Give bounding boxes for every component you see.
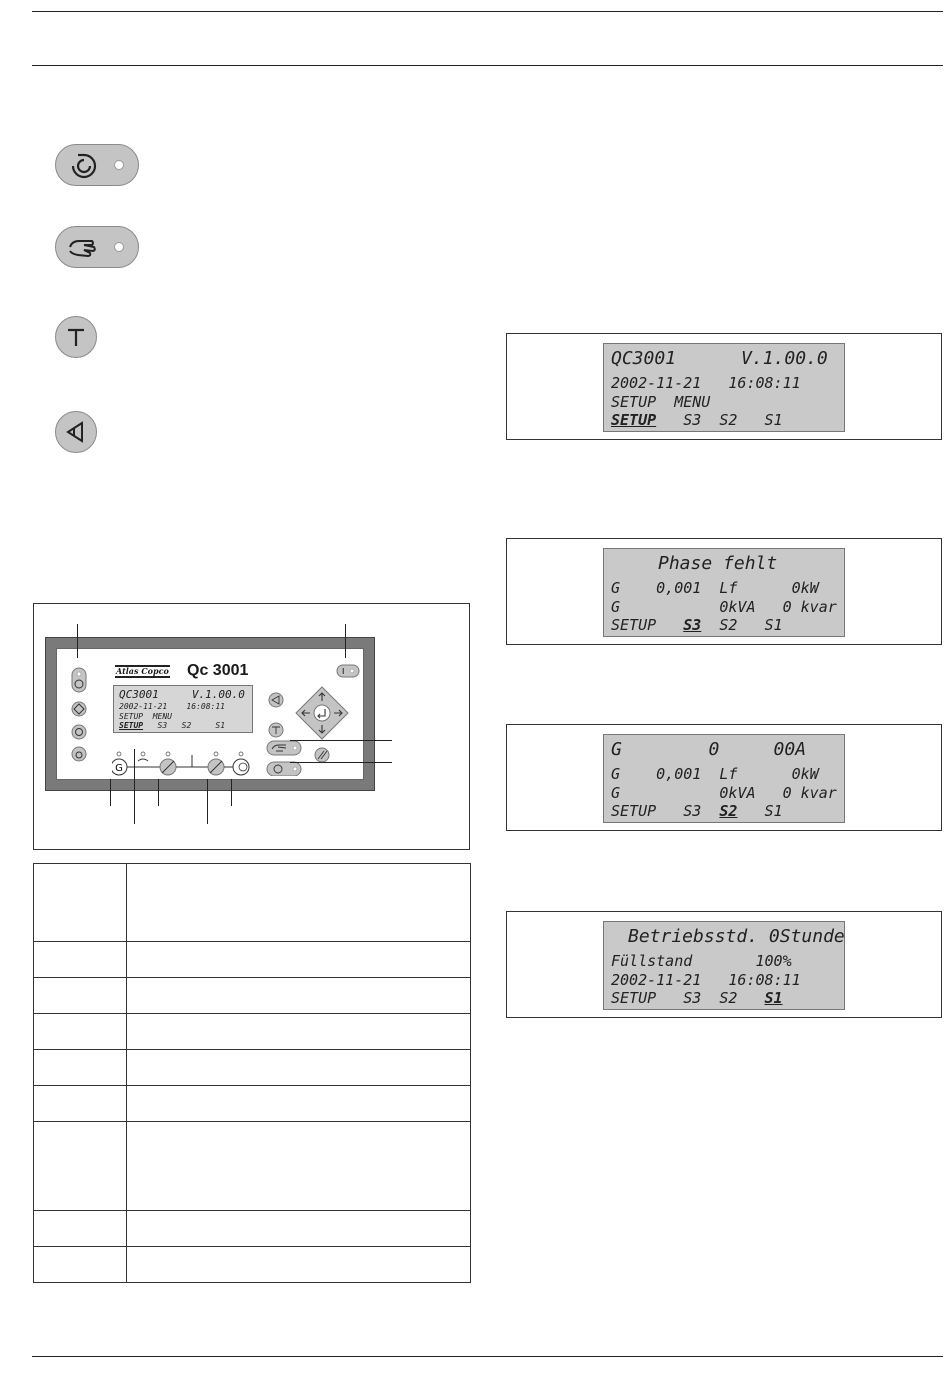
lcd-tab: S1 [215, 721, 226, 730]
table-cell [127, 1122, 471, 1211]
lcd-tab: S3 [683, 411, 702, 429]
lcd-tab: S3 [683, 616, 702, 634]
lcd-line: SETUP MENU [611, 393, 711, 411]
footer-rule [32, 1356, 943, 1357]
lcd-line: Betriebsstd. 0Stunde [628, 926, 845, 947]
table-cell [127, 1014, 471, 1050]
manual-mode-led [114, 242, 124, 252]
table-cell [127, 1247, 471, 1283]
top-rule [32, 11, 943, 12]
lcd-tab: S1 [764, 989, 783, 1007]
lcd-screen-setup-frame [506, 333, 942, 440]
table-row [34, 1247, 471, 1283]
controller-diagram [33, 603, 470, 850]
manual-mode-icon [66, 233, 102, 263]
lcd-screen-s3 [603, 548, 845, 637]
lcd-tab: S3 [683, 989, 702, 1007]
lcd-line: G 0 00A [611, 739, 807, 760]
lcd-tab: S2 [719, 802, 738, 820]
table-row [34, 1122, 471, 1211]
table-cell [34, 1014, 127, 1050]
table-cell [34, 978, 127, 1014]
lcd-line: G 0,001 Lf 0kW [611, 579, 819, 597]
lcd-tab: S1 [764, 411, 783, 429]
table-cell [34, 1211, 127, 1247]
lcd-tab-row [119, 721, 225, 730]
lcd-line: 2002-11-21 16:08:11 [611, 971, 801, 989]
navigation-keypad [262, 661, 362, 776]
lcd-line: Phase fehlt [658, 553, 778, 574]
table-cell [127, 978, 471, 1014]
lcd-line: G 0kVA 0 kvar [611, 784, 837, 802]
table-cell [34, 864, 127, 942]
lcd-tab: SETUP [611, 616, 657, 634]
svg-text:G: G [115, 763, 123, 774]
callout-line [158, 779, 159, 806]
lcd-screen-s2-frame [506, 724, 942, 831]
lcd-tab: S2 [181, 721, 192, 730]
test-button[interactable] [55, 316, 97, 358]
table-row [34, 942, 471, 978]
table-cell [34, 1122, 127, 1211]
table-row [34, 978, 471, 1014]
lcd-tab: SETUP [611, 989, 657, 1007]
table-cell [34, 1086, 127, 1122]
lcd-tab: SETUP [611, 802, 657, 820]
lcd-tab: S3 [683, 802, 702, 820]
table-cell [34, 1247, 127, 1283]
lcd-screen-setup [603, 343, 845, 432]
callout-line [290, 740, 392, 741]
lcd-tab: S2 [719, 411, 738, 429]
auto-mode-led [114, 160, 124, 170]
callout-line [207, 779, 208, 824]
left-button-column [67, 664, 91, 774]
test-icon [61, 322, 91, 352]
auto-mode-button[interactable] [55, 144, 139, 186]
lcd-line: G 0,001 Lf 0kW [611, 765, 819, 783]
table-row [34, 1086, 471, 1122]
controller-faceplate [56, 648, 364, 780]
callout-line [134, 749, 135, 824]
table-cell [127, 1086, 471, 1122]
lcd-tab: S1 [764, 616, 783, 634]
lcd-tab: SETUP [119, 721, 144, 730]
callout-line [345, 624, 346, 658]
lcd-tab: S3 [157, 721, 168, 730]
lcd-line: Füllstand 100% [611, 952, 792, 970]
lcd-tab: SETUP [611, 411, 657, 429]
callout-line [290, 762, 392, 763]
lcd-line: G 0kVA 0 kvar [611, 598, 837, 616]
controller-lcd [113, 685, 253, 733]
model-label: Qc 3001 [187, 662, 249, 679]
lcd-tab: S1 [764, 802, 783, 820]
table-row [34, 1050, 471, 1086]
table-row [34, 1014, 471, 1050]
lcd-screen-s1-frame [506, 911, 942, 1018]
svg-text:I: I [342, 667, 345, 676]
table-cell [127, 1050, 471, 1086]
table-cell [34, 1050, 127, 1086]
table-row [34, 864, 471, 942]
table-cell [127, 942, 471, 978]
lcd-line: 2002-11-21 16:08:11 [119, 702, 225, 711]
lcd-line: 2002-11-21 16:08:11 [611, 374, 801, 392]
table-cell [34, 942, 127, 978]
lcd-screen-s2 [603, 734, 845, 823]
legend-table [33, 863, 471, 1283]
lcd-screen-s1 [603, 921, 845, 1010]
lcd-tab-row [611, 989, 783, 1007]
brand-logo: Atlas Copco [116, 666, 169, 676]
lcd-tab: S2 [719, 989, 738, 1007]
table-cell [127, 1211, 471, 1247]
manual-mode-button[interactable] [55, 226, 139, 268]
lcd-tab-row [611, 802, 783, 820]
lcd-line: QC3001 V.1.00.0 [611, 348, 828, 369]
lcd-line: QC3001 V.1.00.0 [119, 688, 245, 701]
callout-line [77, 624, 78, 658]
table-row [34, 1211, 471, 1247]
auto-mode-icon [66, 151, 102, 181]
lcd-tab-row [611, 616, 783, 634]
callout-line [110, 779, 111, 806]
controller-panel [45, 637, 375, 791]
alarm-horn-button[interactable] [55, 411, 97, 453]
alarm-horn-icon [61, 417, 91, 447]
lcd-tab-row [611, 411, 783, 429]
lcd-tab: S2 [719, 616, 738, 634]
lcd-line: SETUP MENU [119, 712, 172, 721]
table-cell [127, 864, 471, 942]
header-rule [32, 65, 943, 66]
callout-line [231, 779, 232, 806]
lcd-screen-s3-frame [506, 538, 942, 645]
